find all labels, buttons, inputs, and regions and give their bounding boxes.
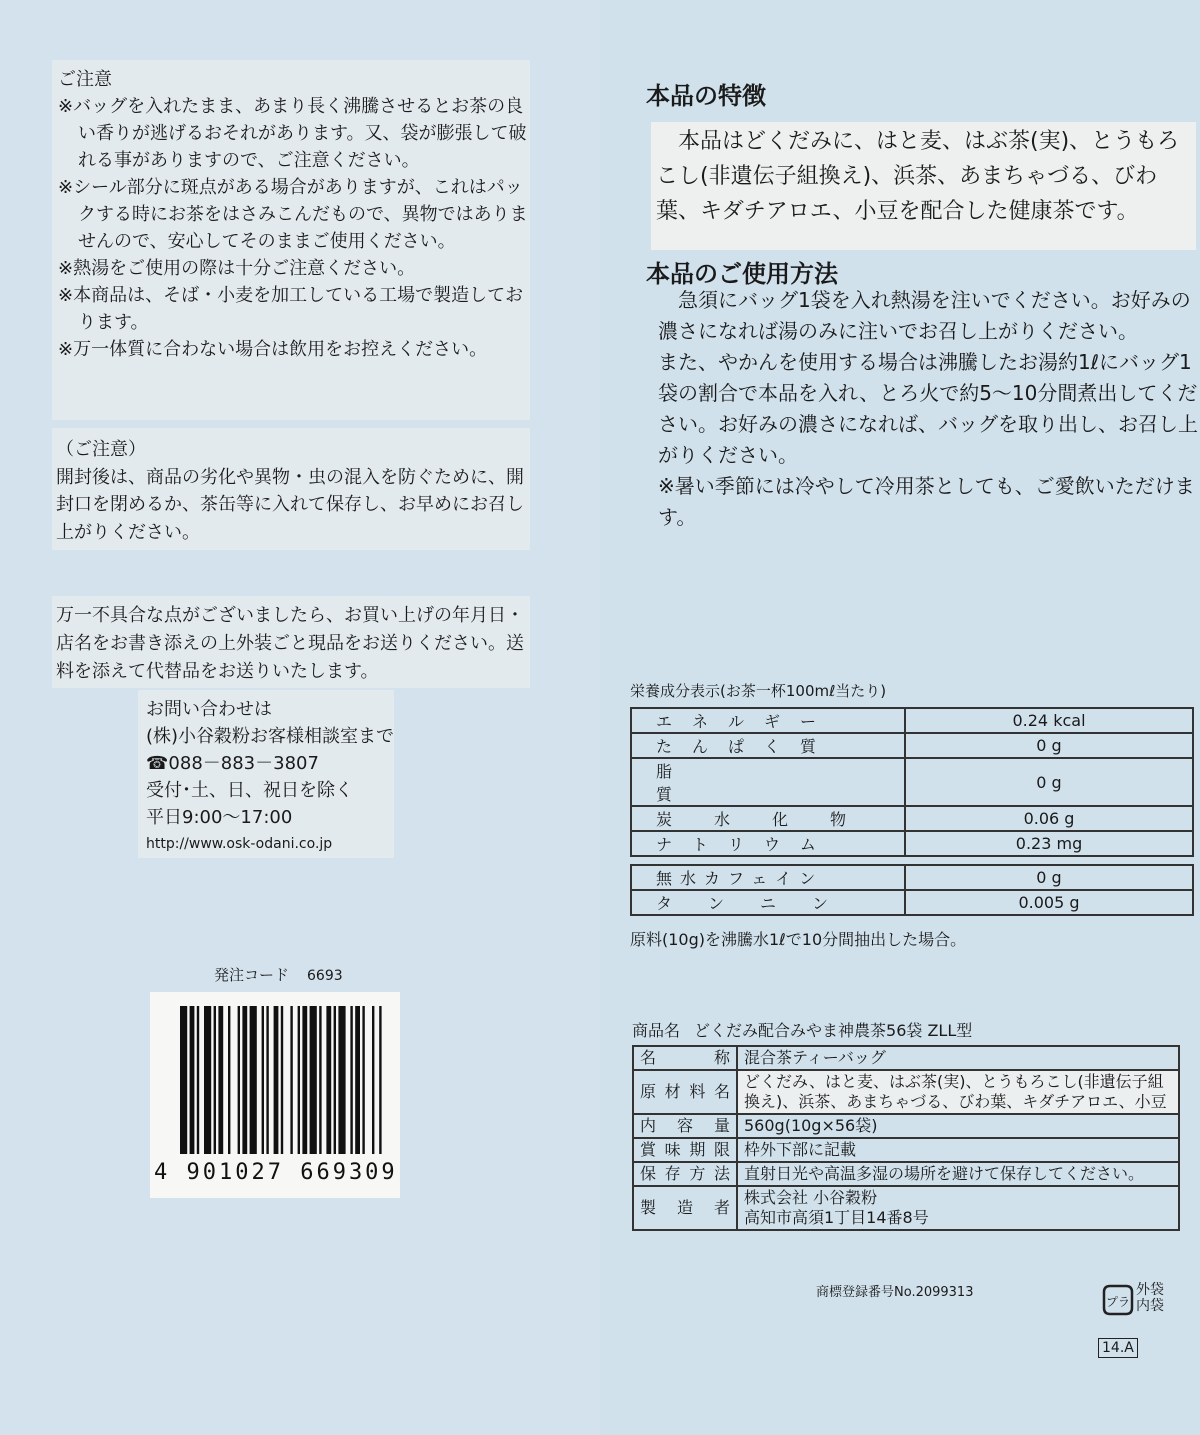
- usage-paragraph: また、やかんを使用する場合は沸騰したお湯約1ℓにバッグ1袋の割合で本品を入れ、とろ火で約5～10分間煮出してください。お好みの濃さになれば、バッグを取り出し、お召し上がりください。: [658, 350, 1198, 467]
- product-row: [633, 1186, 1179, 1230]
- barcode-bars: [150, 992, 400, 1162]
- recycle-labels: [1136, 1282, 1164, 1314]
- barcode-bar: [326, 1006, 331, 1154]
- product-value: どくだみ、はと麦、はぶ茶(実)、とうもろこし(非遺伝子組換え)、浜茶、あまちゃづる、びわ葉、キダチアロエ、小豆: [737, 1070, 1179, 1114]
- nutrition-title: 栄養成分表示(お茶一杯100mℓ当たり): [630, 682, 887, 700]
- caution-item: ※本商品は、そば・小麦を加工している工場で製造しております。: [58, 285, 524, 333]
- order-code-label: 発注コード: [214, 966, 290, 984]
- nutrition-label: ナトリウム: [631, 831, 905, 856]
- recycle-mark-text: プラ: [1105, 1295, 1131, 1309]
- product-value: 560g(10g×56袋): [737, 1114, 1179, 1138]
- product-label: 内容量: [633, 1114, 737, 1138]
- usage-title: 本品のご使用方法: [646, 260, 838, 288]
- barcode-bar: [298, 1006, 300, 1154]
- product-name: [632, 1018, 972, 1041]
- barcode-bar: [290, 1006, 292, 1154]
- defect-notice: 万一不具合な点がございましたら、お買い上げの年月日・店名をお書き添えの上外装ごと現品をお送りください。送料を添えて代替品をお送りいたします。: [56, 605, 524, 682]
- barcode-bar: [319, 1006, 321, 1154]
- barcode-bar: [281, 1006, 283, 1154]
- nutrition-row: [631, 733, 1193, 758]
- caution-item: ※万一体質に合わない場合は飲用をお控えください。: [58, 339, 488, 360]
- caution-title: ご注意: [58, 69, 112, 90]
- nutrition-row: [631, 890, 1193, 915]
- manufacturer-address: 高知市高須1丁目14番8号: [744, 1208, 929, 1227]
- product-label: 保存方法: [633, 1162, 737, 1186]
- nutrition-label: 脂質: [631, 758, 905, 806]
- nutrition-note: 原料(10g)を沸騰水1ℓで10分間抽出した場合。: [630, 930, 967, 949]
- product-row: [633, 1070, 1179, 1114]
- nutrition-label: たんぱく質: [631, 733, 905, 758]
- nutrition-label: 無水カフェイン: [631, 865, 905, 890]
- caution2-text: 開封後は、商品の劣化や異物・虫の混入を防ぐために、開封口を閉めるか、茶缶等に入れて保存し、お早めにお召し上がりください。: [56, 466, 524, 543]
- barcode-bar: [238, 1006, 240, 1154]
- product-label: 製造者: [633, 1186, 737, 1230]
- barcode-bar: [228, 1006, 230, 1154]
- barcode-bar: [242, 1006, 247, 1154]
- contact-phone: ☎088－883－3807: [146, 753, 319, 774]
- barcode-bar: [338, 1006, 345, 1154]
- caution-item: ※バッグを入れたまま、あまり長く沸騰させるとお茶の良い香りが逃げるおそれがあります。又、袋が膨張して破れる事がありますので、ご注意ください。: [58, 96, 527, 171]
- trademark-number: 商標登録番号No.2099313: [816, 1285, 974, 1300]
- product-info-table: [632, 1045, 1180, 1231]
- features-text: 本品はどくだみに、はと麦、はぶ茶(実)、とうもろこし(非遺伝子組換え)、浜茶、あまちゃづる、びわ葉、キダチアロエ、小豆を配合した健康茶です。: [656, 129, 1180, 224]
- product-row: [633, 1138, 1179, 1162]
- barcode-bar: [250, 1006, 257, 1154]
- nutrition-value: 0.005 g: [905, 890, 1193, 915]
- nutrition-table: [630, 707, 1194, 857]
- nutrition-value: 0 g: [905, 733, 1193, 758]
- lot-code: 14.A: [1098, 1338, 1138, 1358]
- product-value: 直射日光や高温多湿の場所を避けて保存してください。: [737, 1162, 1179, 1186]
- nutrition-value: 0.23 mg: [905, 831, 1193, 856]
- barcode-bar: [190, 1006, 195, 1154]
- nutrition-row: [631, 831, 1193, 856]
- nutrition-row: [631, 708, 1193, 733]
- usage-paragraph: 急須にバッグ1袋を入れ熱湯を注いでください。お好みの濃さになれば湯のみに注いでお召し上がりください。: [658, 288, 1191, 343]
- caution2-section: [56, 436, 536, 546]
- barcode-bar: [218, 1006, 223, 1154]
- barcode: [150, 992, 400, 1198]
- barcode-bar: [262, 1006, 264, 1154]
- nutrition-value: 0 g: [905, 865, 1193, 890]
- manufacturer-name: 株式会社 小谷穀粉: [744, 1188, 878, 1207]
- barcode-bar: [379, 1006, 381, 1154]
- nutrition-value: 0.06 g: [905, 806, 1193, 831]
- nutrition-label: エネルギー: [631, 708, 905, 733]
- caution-section: [58, 66, 538, 363]
- caution-item: ※シール部分に斑点がある場合がありますが、これはパックする時にお茶をはさみこんだもので、異物ではありませんので、安心してそのままご使用ください。: [58, 177, 528, 252]
- nutrition-value: 0 g: [905, 758, 1193, 806]
- barcode-bar: [362, 1006, 364, 1154]
- contact-section: [146, 696, 466, 858]
- barcode-bar: [214, 1006, 216, 1154]
- order-code-value: 6693: [307, 968, 343, 984]
- caution-item: ※熱湯をご使用の際は十分ご注意ください。: [58, 258, 416, 279]
- barcode-bar: [197, 1006, 199, 1154]
- usage-paragraph: ※暑い季節には冷やして冷用茶としても、ご愛飲いただけます。: [658, 474, 1195, 529]
- barcode-bar: [180, 1006, 187, 1154]
- features-title: 本品の特徴: [646, 82, 766, 110]
- barcode-bar: [310, 1006, 317, 1154]
- nutrition-row: [631, 758, 1193, 806]
- nutrition-label: タンニン: [631, 890, 905, 915]
- barcode-bar: [302, 1006, 307, 1154]
- recycle-inner-label: 内袋: [1136, 1298, 1164, 1314]
- recycle-outer-label: 外袋: [1136, 1282, 1164, 1298]
- barcode-bar: [334, 1006, 336, 1154]
- product-row: [633, 1046, 1179, 1070]
- product-value: 枠外下部に記載: [737, 1138, 1179, 1162]
- contact-hours2: 平日9:00～17:00: [146, 807, 293, 828]
- barcode-bar: [355, 1006, 360, 1154]
- barcode-bar: [274, 1006, 279, 1154]
- product-label: 名称: [633, 1046, 737, 1070]
- order-code: [214, 964, 343, 985]
- product-value: [737, 1186, 1179, 1230]
- caffeine-table: [630, 864, 1194, 916]
- barcode-number: 4 901027 669309: [154, 1160, 398, 1185]
- contact-hours1: 受付･土、日、祝日を除く: [146, 780, 353, 801]
- product-name-value: どくだみ配合みやま神農茶56袋 ZLL型: [694, 1021, 973, 1040]
- barcode-bar: [350, 1006, 352, 1154]
- contact-url: http://www.osk-odani.co.jp: [146, 836, 333, 852]
- usage-text: [658, 285, 1198, 533]
- barcode-bar: [372, 1006, 374, 1154]
- product-value: 混合茶ティーバッグ: [737, 1046, 1179, 1070]
- product-row: [633, 1114, 1179, 1138]
- product-name-label: 商品名: [632, 1021, 681, 1040]
- contact-line2: (株)小谷穀粉お客様相談室まで: [146, 726, 395, 747]
- nutrition-value: 0.24 kcal: [905, 708, 1193, 733]
- product-label: 原材料名: [633, 1070, 737, 1114]
- nutrition-label: 炭水化物: [631, 806, 905, 831]
- nutrition-row: [631, 865, 1193, 890]
- nutrition-row: [631, 806, 1193, 831]
- barcode-bar: [204, 1006, 211, 1154]
- product-row: [633, 1162, 1179, 1186]
- contact-line1: お問い合わせは: [146, 699, 272, 720]
- barcode-bar: [266, 1006, 268, 1154]
- product-label: 賞味期限: [633, 1138, 737, 1162]
- caution2-title: （ご注意）: [56, 439, 146, 460]
